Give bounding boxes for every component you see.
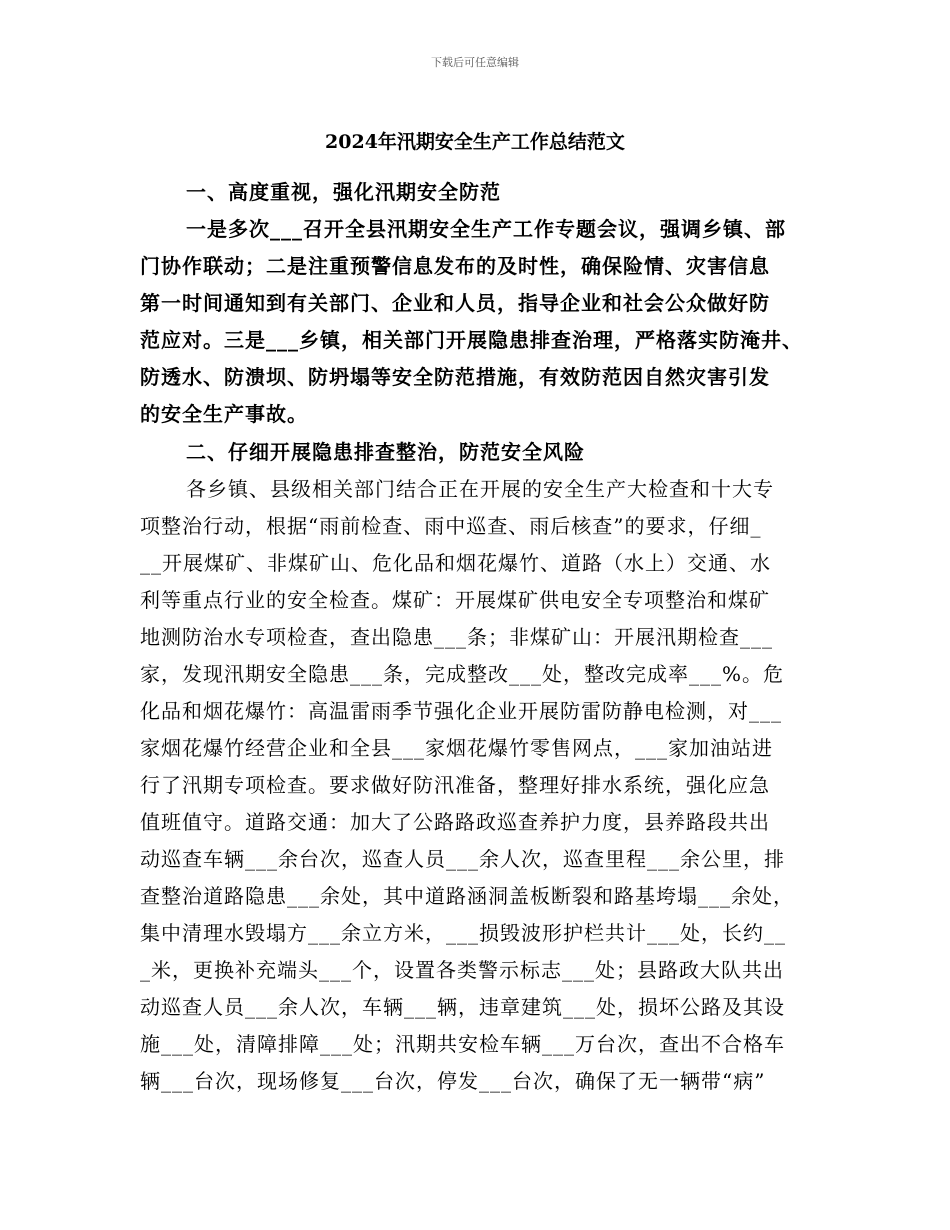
section-1-line: 防透水、防溃坝、防坍塌等安全防范措施，有效防范因自然灾害引发: [140, 365, 770, 389]
section-2-line: 地测防治水专项检查，查出隐患___条；非煤矿山：开展汛期检查___: [140, 625, 773, 649]
section-2-line: 行了汛期专项检查。要求做好防汛准备，整理好排水系统，强化应急: [140, 773, 770, 797]
section-2-heading: 二、仔细开展隐患排查整治，防范安全风险: [186, 440, 585, 464]
section-2-line: 家，发现汛期安全隐患___条，完成整改___处，整改完成率___%。危: [140, 662, 785, 686]
section-2-line: 动巡查人员___余人次，车辆___辆，违章建筑___处，损坏公路及其设: [140, 995, 785, 1019]
section-1-heading: 一、高度重视，强化汛期安全防范: [186, 180, 501, 204]
section-2-line: 利等重点行业的安全检查。煤矿：开展煤矿供电安全专项整治和煤矿: [140, 588, 770, 612]
section-2-line: 各乡镇、县级相关部门结合正在开展的安全生产大检查和十大专: [186, 477, 774, 501]
section-2-line: 值班值守。道路交通：加大了公路路政巡查养护力度，县养路段共出: [140, 810, 770, 834]
section-1-line: 范应对。三是___乡镇，相关部门开展隐患排查治理，严格落实防淹井、: [140, 328, 803, 352]
header-note: 下载后可任意编辑: [431, 56, 519, 69]
section-1-line: 的安全生产事故。: [140, 402, 308, 426]
section-1-line: 一是多次___召开全县汛期安全生产工作专题会议，强调乡镇、部: [186, 217, 786, 241]
section-2-line: 查整治道路隐患___余处，其中道路涵洞盖板断裂和路基垮塌___余处，: [140, 884, 794, 908]
section-2-line: 家烟花爆竹经营企业和全县___家烟花爆竹零售网点，___家加油站进: [140, 736, 773, 760]
document-title: 2024年汛期安全生产工作总结范文: [325, 131, 625, 153]
section-2-line: 项整治行动，根据“雨前检查、雨中巡查、雨后核查”的要求，仔细_: [140, 514, 762, 538]
section-1-line: 第一时间通知到有关部门、企业和人员，指导企业和社会公众做好防: [140, 291, 770, 315]
section-1-line: 门协作联动；二是注重预警信息发布的及时性，确保险情、灾害信息: [140, 254, 770, 278]
section-2-line: 化品和烟花爆竹：高温雷雨季节强化企业开展防雷防静电检测，对___: [140, 699, 782, 723]
section-2-line: _米，更换补充端头___个，设置各类警示标志___处；县路政大队共出: [140, 958, 784, 982]
section-2-line: 施___处，清障排障___处；汛期共安检车辆___万台次，查出不合格车: [140, 1032, 785, 1056]
section-2-line: 集中清理水毁塌方___余立方米，___损毁波形护栏共计___处，长约__: [140, 921, 786, 945]
section-2-line: 辆___台次，现场修复___台次，停发___台次，确保了无一辆带“病”: [140, 1069, 766, 1093]
section-2-line: __开展煤矿、非煤矿山、危化品和烟花爆竹、道路（水上）交通、水: [140, 551, 771, 575]
section-2-line: 动巡查车辆___余台次，巡查人员___余人次，巡查里程___余公里，排: [140, 847, 785, 871]
